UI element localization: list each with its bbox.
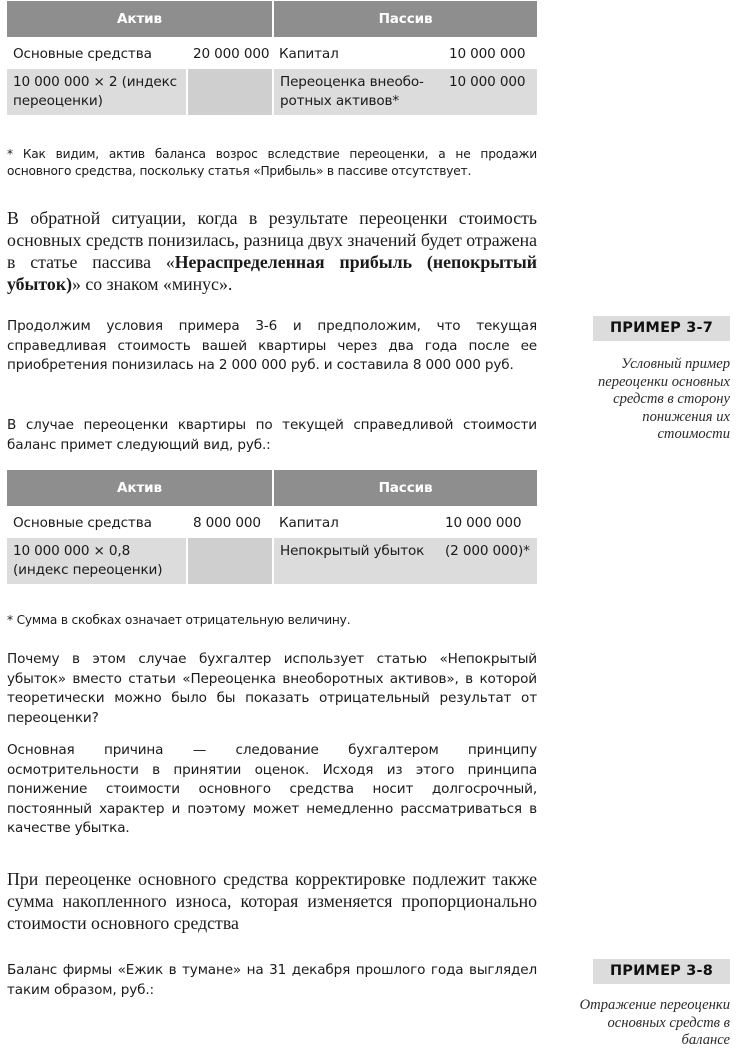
table-header-liabilities: Пассив [273,1,537,37]
liability-label: Непокрытый убыток [273,538,439,584]
liability-amount: 10 000 000 [449,45,526,62]
paragraph-serif-1-text: В обратной ситуации, когда в результате переоценки стоимость основных средств понизилась, разница двух значений будет отражена в статье пассива « [7,208,537,272]
table-header-assets: Актив [7,470,273,506]
liability-amount: (2 000 000)* [439,538,537,584]
liability-amount: 10 000 000 [445,514,522,531]
table-header-assets: Актив [7,1,273,37]
table-row [7,69,537,115]
table-1-footnote: * Как видим, актив баланса возрос вследствие переоценки, а не продажи основного средства, поскольку статья «Прибыль» в пассиве отсутствует. [7,147,537,178]
asset-label: Основные средства [13,514,152,531]
paragraph-example-intro: Продолжим условия примера 3-6 и предположим, что текущая справедливая стоимость вашей квартиры через два года после ее приобретения понизилась на 2 000 000 руб. и составила 8 000 000 руб. [7,318,537,373]
asset-amount: 8 000 000 [193,514,261,531]
paragraph-serif-1-bold: Нераспределенная прибыль (непокрытый убыток) [7,252,537,294]
example-3-8-caption: Отражение переоценки основных средств в балансе [579,997,730,1048]
paragraph-serif-1 [7,207,537,295]
paragraph-revaluation: В случае переоценки квартиры по текущей справедливой стоимости баланс примет следующий вид, руб.: [7,417,537,453]
asset-label: 10 000 000 × 0,8 (индекс переоценки) [7,538,187,584]
liability-label: Капитал [279,45,339,62]
paragraph-balance: Баланс фирмы «Ежик в тумане» на 31 декабря прошлого года выглядел таким образом, руб.: [7,962,537,998]
paragraph-serif-2: При переоценке основного средства корректировке подлежит также сумма накопленного износа, которая изменяется пропорционально стоимости основного средства [7,869,537,933]
liability-label: Капитал [279,514,339,531]
balance-table-2 [7,470,537,584]
paragraph-answer: Основная причина — следование бухгалтером принципу осмотрительности в принятии оценок. Исходя из этого принципа понижение стоимости основного средства носит долгосрочный, постоянный характер и поэтому может немедленно рассматриваться в качестве убытка. [7,742,537,836]
asset-amount [187,69,273,115]
table-row [7,37,537,69]
asset-label: Основные средства [13,45,152,62]
balance-table-1 [7,1,537,115]
table-row [7,506,537,538]
example-3-8-tag: ПРИМЕР 3-8 [593,959,730,984]
example-3-7-caption: Условный пример переоценки основных средств в сторону понижения их стоимости [597,356,730,442]
liability-amount: 10 000 000 [443,69,537,115]
asset-amount [187,538,273,584]
paragraph-question: Почему в этом случае бухгалтер использует статью «Непокрытый убыток» вместо статьи «Переоценка внеоборотных активов», в которой теоретически можно было бы показать отрицательный результат от переоценки? [7,651,537,726]
paragraph-serif-1-tail: » со знаком «минус». [72,274,233,294]
table-header-liabilities: Пассив [273,470,537,506]
asset-amount: 20 000 000 [193,45,270,62]
asset-label: 10 000 000 × 2 (индекс переоценки) [7,69,187,115]
table-2-footnote: * Сумма в скобках означает отрицательную величину. [7,613,351,627]
example-3-7-tag: ПРИМЕР 3-7 [593,316,730,341]
liability-label: Переоценка внеобо-ротных активов* [273,69,443,115]
table-row [7,538,537,584]
